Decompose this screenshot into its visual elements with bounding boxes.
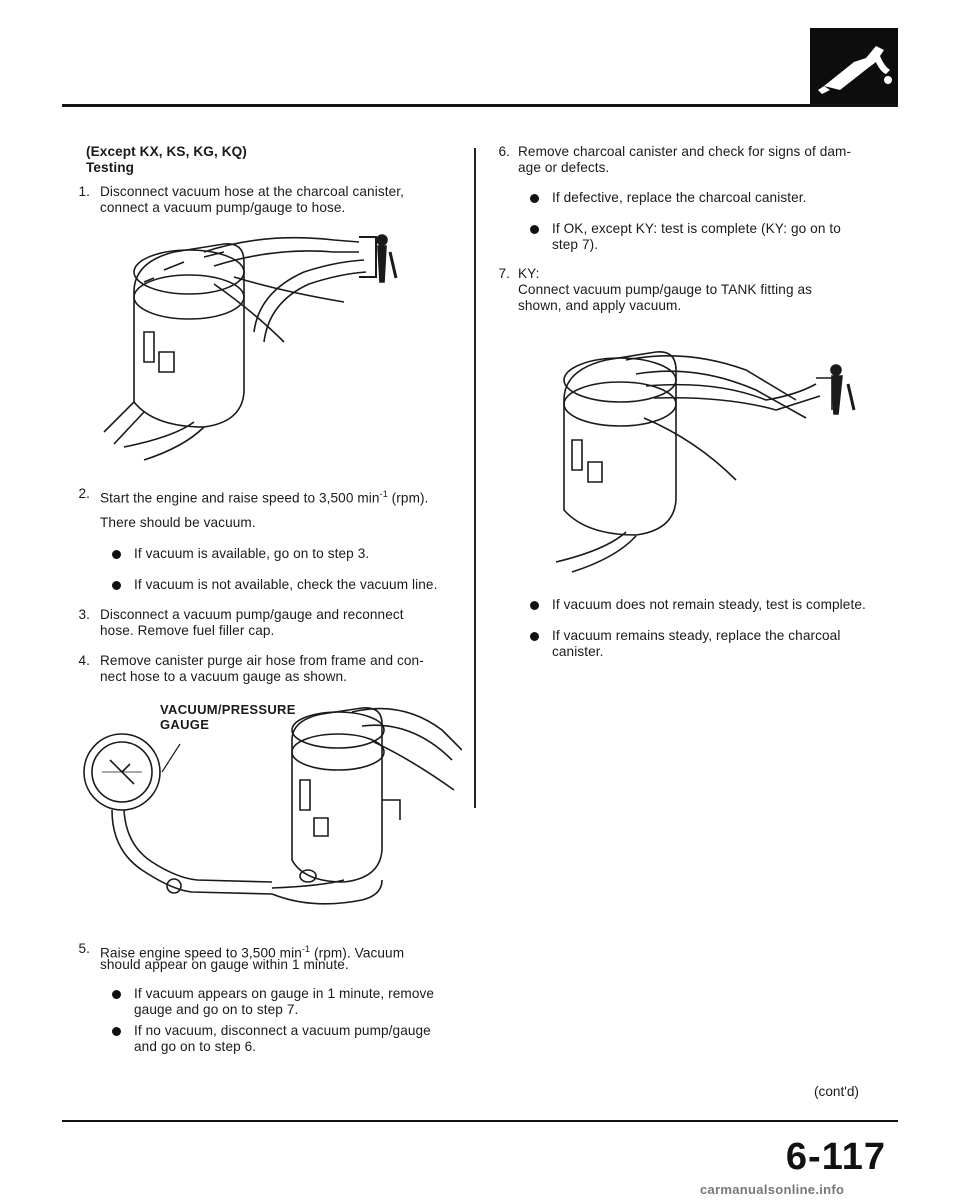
bullet-item-cont: canister. <box>552 644 604 659</box>
step-text: hose. Remove fuel filler cap. <box>100 623 275 638</box>
section-subtitle: Testing <box>86 160 135 175</box>
step-number: 1. <box>78 184 90 199</box>
step-text: age or defects. <box>518 160 610 175</box>
step-text: KY: <box>518 266 540 281</box>
page-number: 6-117 <box>785 1136 886 1178</box>
superscript: -1 <box>379 489 388 499</box>
step-number: 6. <box>498 144 510 159</box>
bullet-item: If vacuum remains steady, replace the charcoal <box>552 628 841 643</box>
bullet-item-cont: gauge and go on to step 7. <box>134 1002 299 1017</box>
watermark: carmanualsonline.info <box>700 1182 845 1197</box>
step-text: nect hose to a vacuum gauge as shown. <box>100 669 348 684</box>
column-divider <box>474 148 476 808</box>
bullet-item: If vacuum appears on gauge in 1 minute, remove <box>134 986 435 1001</box>
continued-label: (cont'd) <box>814 1084 859 1099</box>
figure-label: GAUGE <box>160 717 210 732</box>
step-number: 7. <box>498 266 510 281</box>
step-text <box>100 486 429 507</box>
step-text-part: Raise engine speed to 3,500 min <box>100 945 302 961</box>
canister-illustration-1 <box>84 222 414 482</box>
step-number: 5. <box>78 941 90 956</box>
bullet-item: If vacuum is available, go on to step 3. <box>134 546 370 561</box>
step-number: 4. <box>78 653 90 668</box>
step-text-part: (rpm). Vacuum <box>310 945 405 961</box>
step-text: Connect vacuum pump/gauge to TANK fitting as <box>518 282 813 297</box>
step-text-part: Start the engine and raise speed to 3,500 min <box>100 490 380 506</box>
step-number: 3. <box>78 607 90 622</box>
step-text: Disconnect vacuum hose at the charcoal canister, <box>100 184 405 199</box>
footer-rule <box>62 1120 898 1122</box>
section-title: (Except KX, KS, KG, KQ) <box>86 144 247 159</box>
step-text: shown, and apply vacuum. <box>518 298 682 313</box>
superscript: -1 <box>301 944 311 954</box>
header-rule <box>62 104 898 107</box>
bullet-item: If vacuum does not remain steady, test is complete. <box>552 597 866 612</box>
step-number: 2. <box>78 486 90 501</box>
bullet-item: If defective, replace the charcoal canister. <box>552 190 807 205</box>
step-text: Remove charcoal canister and check for signs of dam- <box>518 144 852 159</box>
step-text: Remove canister purge air hose from frame and con- <box>100 653 424 668</box>
fuel-nozzle-icon <box>810 28 898 104</box>
bullet-item-cont: step 7). <box>552 237 599 252</box>
step-text: connect a vacuum pump/gauge to hose. <box>100 200 346 215</box>
bullet-item: If vacuum is not available, check the vacuum line. <box>134 577 438 592</box>
step-text: should appear on gauge within 1 minute. <box>100 957 349 972</box>
step-text: Disconnect a vacuum pump/gauge and reconnect <box>100 607 404 622</box>
step-note: There should be vacuum. <box>100 515 256 530</box>
bullet-item-cont: and go on to step 6. <box>134 1039 257 1054</box>
step-text-part: (rpm). <box>387 490 429 506</box>
canister-illustration-3 <box>536 340 866 590</box>
gauge-canister-illustration <box>82 700 462 928</box>
bullet-item: If no vacuum, disconnect a vacuum pump/gauge <box>134 1023 431 1038</box>
figure-label: VACUUM/PRESSURE <box>160 702 296 717</box>
bullet-item: If OK, except KY: test is complete (KY: go on to <box>552 221 841 236</box>
